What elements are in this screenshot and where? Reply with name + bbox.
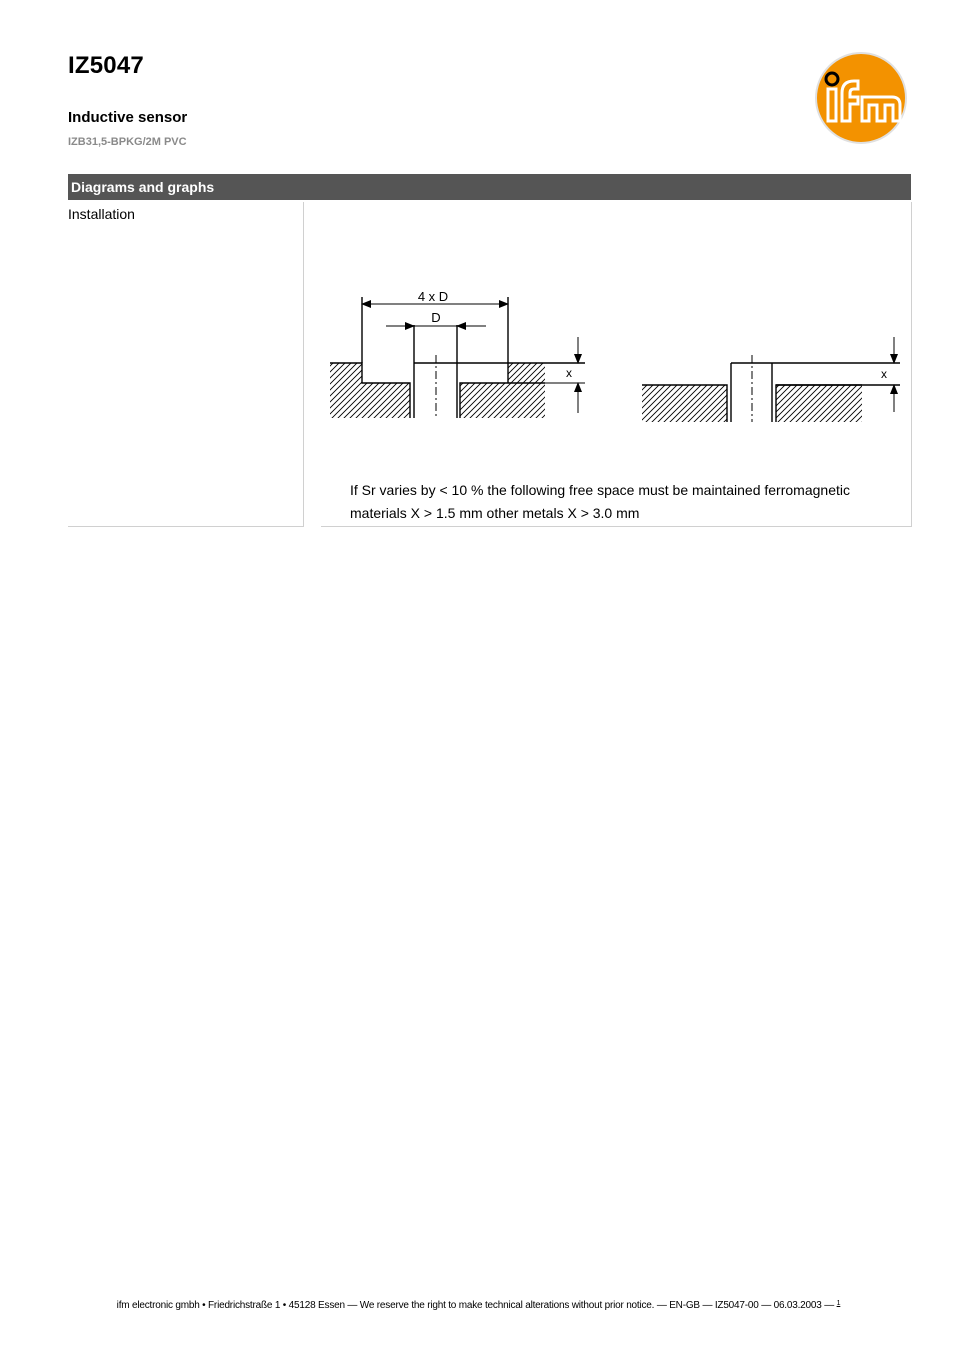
product-code: IZ5047 xyxy=(68,52,144,79)
dim-x-right-label: x xyxy=(881,367,887,381)
section-header: Diagrams and graphs xyxy=(68,174,911,200)
installation-note: If Sr varies by < 10 % the following free space must be maintained ferromagnetic materials X > 1.5 mm other metals X > 3.0 mm xyxy=(350,482,850,521)
right-mounting-drawing xyxy=(642,337,900,422)
product-type: Inductive sensor xyxy=(68,109,188,126)
dim-4xd-label: 4 x D xyxy=(417,289,449,304)
installation-label: Installation xyxy=(68,206,135,222)
footer-text: ifm electronic gmbh • Friedrichstraße 1 • 45128 Essen — We reserve the right to make technical alterations without prior notice. — EN-GB — IZ5047-00 — 06.03.2003 — xyxy=(116,1300,835,1311)
left-cell xyxy=(68,202,304,527)
ifm-logo xyxy=(812,51,910,145)
footer xyxy=(0,1300,957,1311)
installation-diagram xyxy=(325,285,905,430)
left-mounting-drawing xyxy=(330,289,585,418)
dim-d-label: D xyxy=(431,310,441,325)
dim-x-left-label: x xyxy=(566,366,572,380)
product-variant: IZB31,5-BPKG/2M PVC xyxy=(68,136,187,148)
footer-page-number: 1 xyxy=(836,1300,841,1307)
